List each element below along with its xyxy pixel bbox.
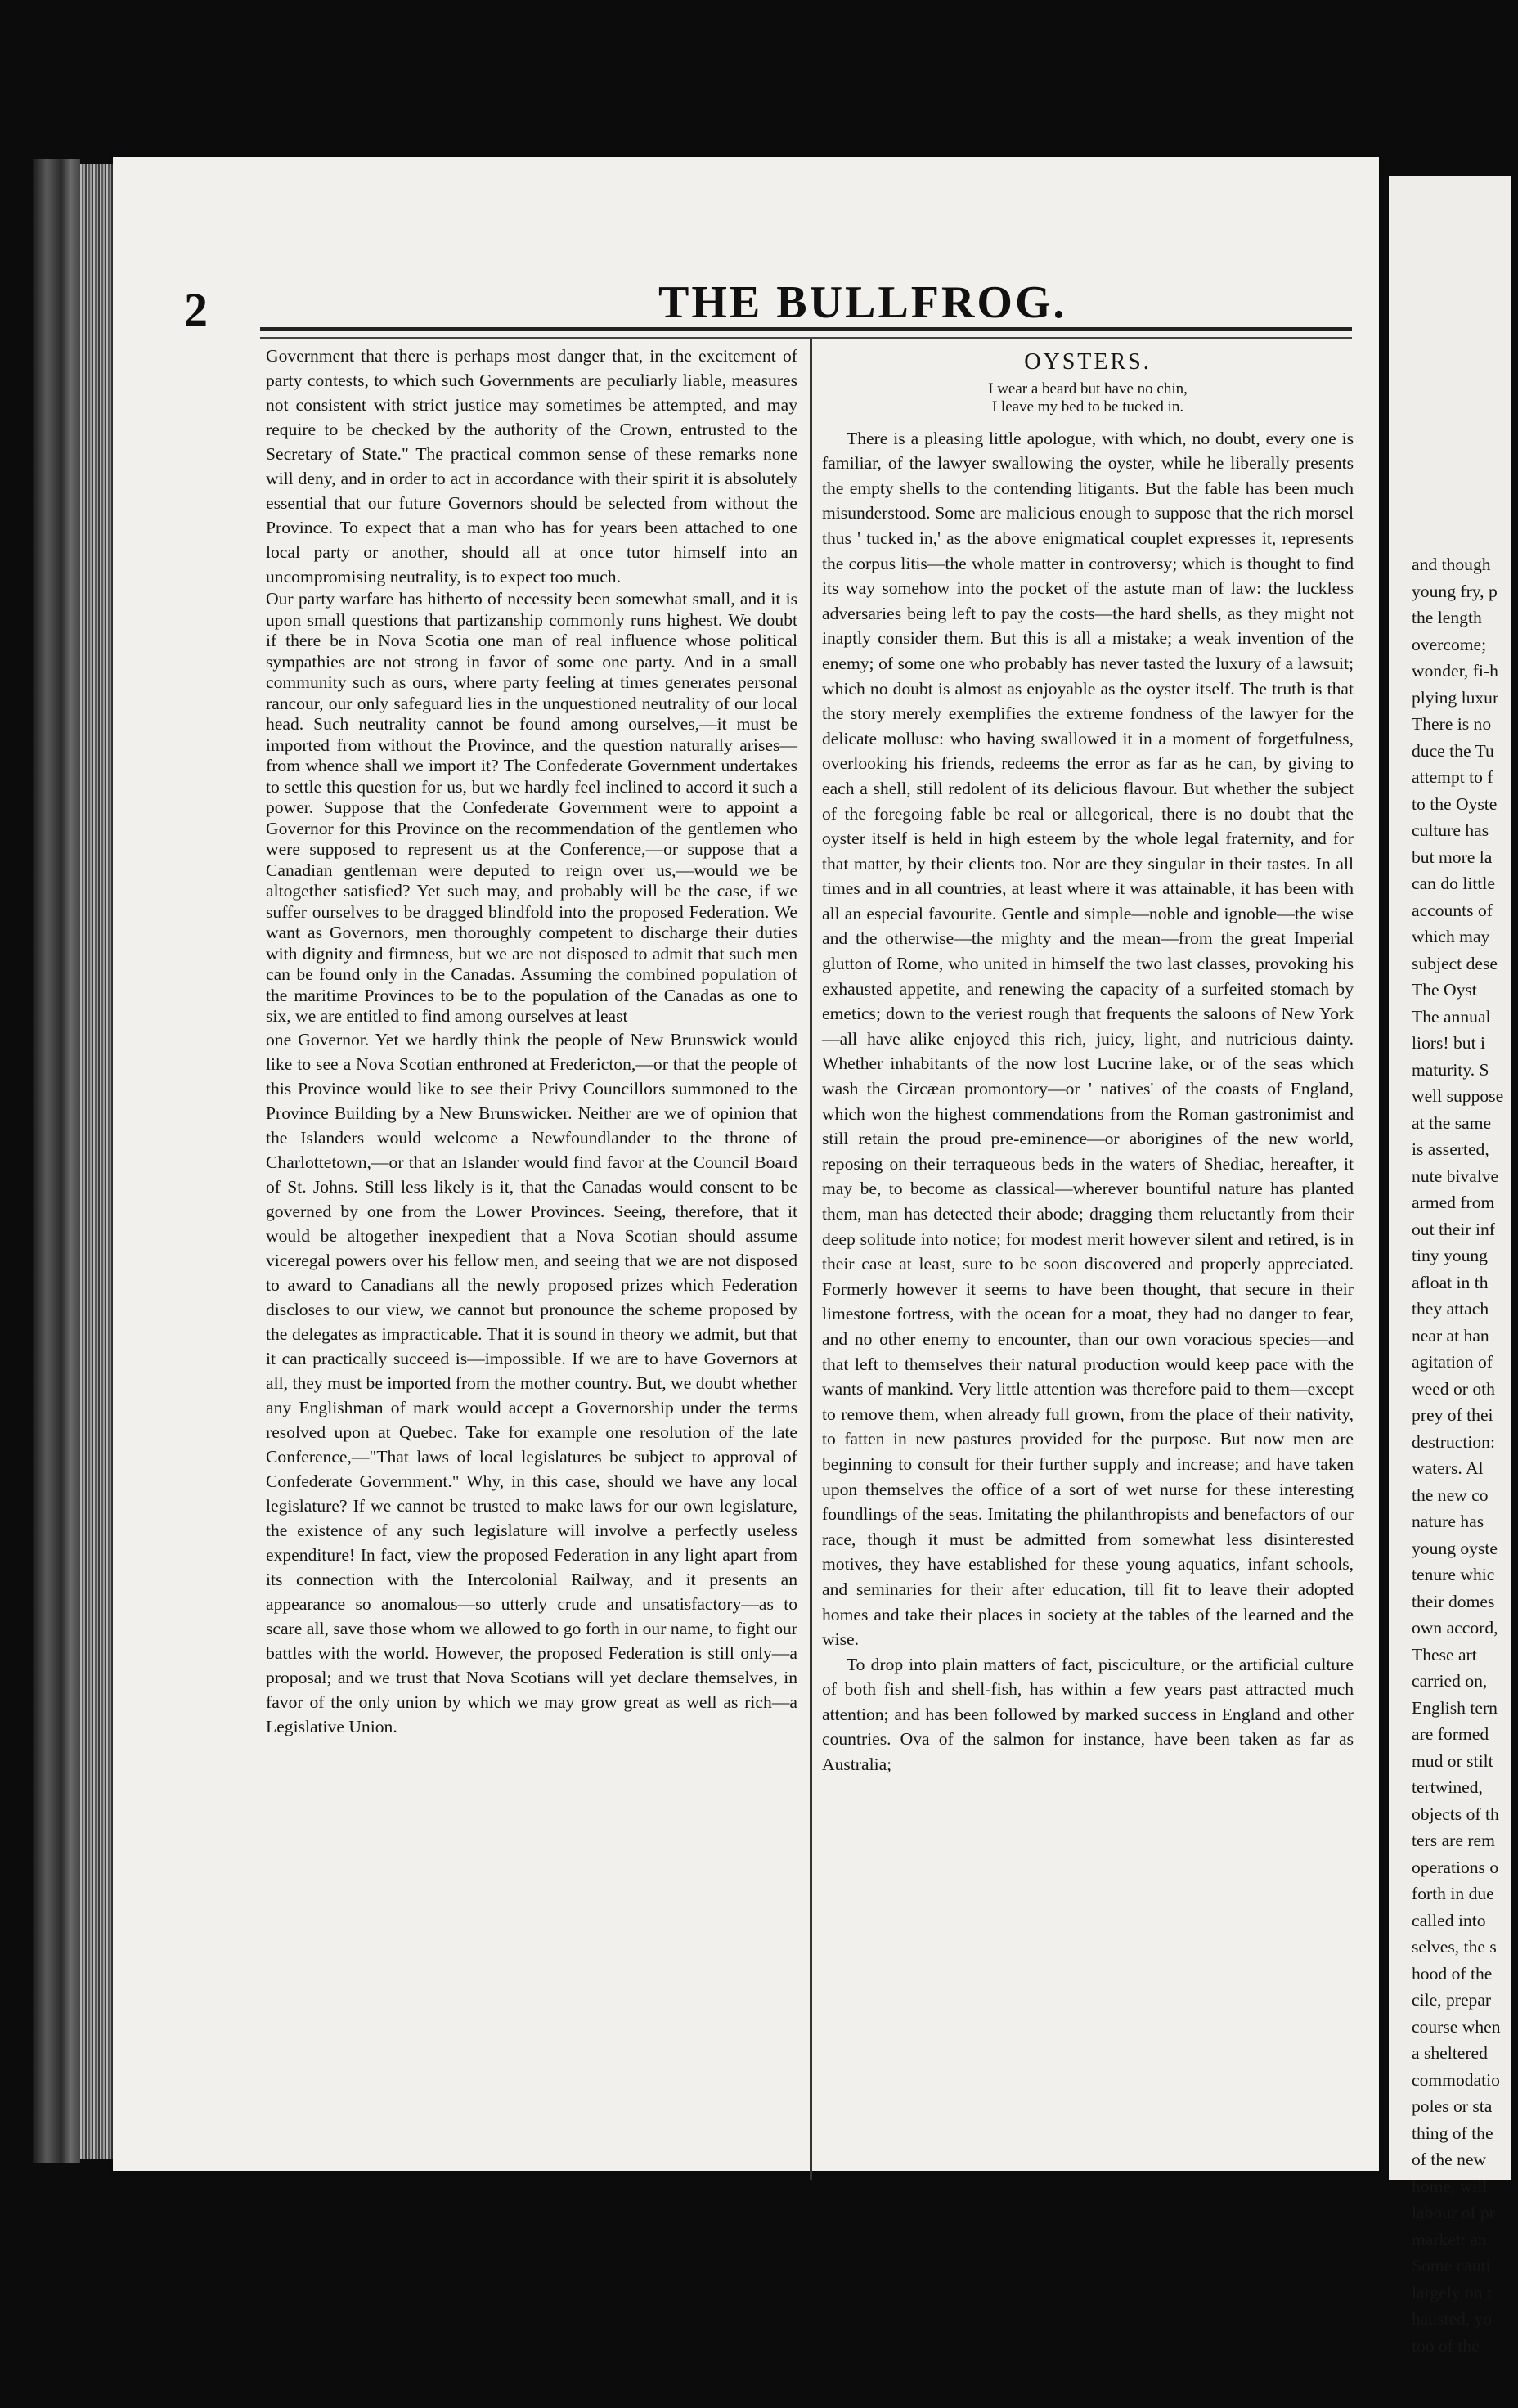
book-spine-edge	[33, 159, 80, 2163]
adjacent-line: the length	[1412, 608, 1482, 627]
right-column	[822, 344, 1354, 1777]
adjacent-line: to the Oyste	[1412, 793, 1498, 814]
adjacent-line: tenure whic	[1412, 1565, 1495, 1584]
adjacent-line: own accord,	[1412, 1618, 1498, 1638]
adjacent-line: weed or oth	[1412, 1378, 1495, 1399]
adjacent-line: thing of the	[1412, 2123, 1493, 2143]
adjacent-line: overcome;	[1412, 634, 1487, 654]
adjacent-line: hausted, yo	[1412, 2309, 1493, 2329]
adjacent-line: ters are rem	[1412, 1831, 1495, 1850]
federation-text-part3: one Governor. Yet we hardly think the people of New Brunswick would like to see a Nova Scotian enthroned at Fredericton,—or that the people of this Province would like to see their Privy Councillors summoned to the Province Building by a New Brunswicker. Neither are we of opinion that the Islanders would welcome a Newfoundlander to the throne of Charlottetown,—or that an Islander would find favor at the Council Board of St. Johns. Still less likely is it, that the Canadas would consent to be governed by one from the Lower Provinces. Seeing, therefore, that it would be altogether inexpedient that a Nova Scotian should assume viceregal powers over his fellow men, and seeing that we are not disposed to award to Canadians all the newly proposed prizes which Federation discloses to our view, we cannot but pronounce the scheme proposed by the delegates as impracticable. That it is sound in theory we admit, but that it can practically succeed is—impossible. If we are to have Governors at all, they must be imported from the mother country. But, we doubt whether any Englishman of mark would accept a Governorship under the terms resolved upon at Quebec. Take for example one resolution of the late Conference,—"That laws of local legislatures be subject to approval of Confederate Government." Why, in this case, should we have any local legislature? If we cannot be trusted to make laws for our own legislature, the existence of any such legislature will involve a perfectly useless expenditure! In fact, view the proposed Federation in any light apart from its connection with the Intercolonial Railway, and it presents an appearance so anomalous—so utterly crude and unsatisfactory—as to scare all, save those whom we allowed to go forth in our name, to fight our battles with the world. However, the proposed Federation is still only—a proposal; and we trust that Nova Scotians will yet declare themselves, in favor of the only union by which we may grow great as well as rich—a Legislative Union.	[266, 1029, 797, 1736]
adjacent-line: armed from	[1412, 1193, 1495, 1212]
adjacent-line: plying luxur	[1412, 687, 1499, 708]
adjacent-line: out their inf	[1412, 1219, 1495, 1239]
adjacent-line: afloat in th	[1412, 1272, 1489, 1292]
adjacent-line: tiny young	[1412, 1246, 1488, 1265]
adjacent-line: operations o	[1412, 1857, 1499, 1877]
federation-text-part1: Government that there is perhaps most danger that, in the excitement of party contests, to which such Governments are peculiarly liable, measures not consistent with strict justice may sometimes be attempted, and may require to be checked by the authority of the Crown, entrusted to the Secretary of State." The practical common sense of these remarks none will deny, and in order to act in accordance with their spirit it is absolutely essential that our future Governors should be selected from without the Province. To expect that a man who has for years been attached to one local party or another, should all at once tutor himself into an uncompromising neutrality, is to expect too much.	[266, 346, 797, 586]
adjacent-line: home, will	[1412, 2176, 1488, 2196]
newspaper-title: THE BULLFROG.	[658, 277, 1067, 328]
adjacent-line: their domes	[1412, 1591, 1495, 1611]
adjacent-line: are formed	[1412, 1724, 1489, 1744]
adjacent-line: market: an	[1412, 2229, 1487, 2249]
adjacent-line: the new co	[1412, 1485, 1489, 1505]
adjacent-line: is asserted,	[1412, 1139, 1489, 1159]
adjacent-line: too of the	[1412, 2335, 1480, 2356]
adjacent-line: accounts of	[1412, 900, 1493, 920]
adjacent-line: English tern	[1412, 1697, 1498, 1718]
adjacent-line: liors! but i	[1412, 1033, 1485, 1053]
adjacent-line: cile, prepar	[1412, 1990, 1492, 2010]
adjacent-line: at the same	[1412, 1112, 1492, 1133]
adjacent-line: These art	[1412, 1644, 1477, 1664]
adjacent-line: wonder, fi-h	[1412, 661, 1498, 681]
adjacent-line: but more la	[1412, 847, 1493, 867]
oysters-paragraph-1: There is a pleasing little apologue, with which, no doubt, every one is familiar, of the lawyer swallowing the oyster, while he liberally presents the empty shells to the contending litigants. But the fable has been much misunderstood. Some are malicious enough to suppose that the rich morsel thus ' tucked in,' as the above enigmatical couplet expresses it, represents the corpus litis—the whole matter in controversy; which is thought to find its way somehow into the pocket of the astute man of law: the luckless adversaries being left to pay the costs—the hard shells, as they might not inaptly consider them. But this is all a mistake; a weak invention of the enemy; of some one who probably has never tasted the luxury of a lawsuit; which no doubt is almost as enjoyable as the oyster itself. The truth is that the story merely exemplifies the extreme fondness of the lawyer for the delicate mollusc: who having swallowed it in a moment of forgetfulness, overlooking his friends, redeems the error as far as he can, by giving to each a shell, still redolent of its delicious flavour. But whether the subject of the foregoing fable be real or allegorical, there is no doubt that the oyster itself is held in high esteem by the whole legal fraternity, and for that matter, by their clients too. Nor are they singular in their tastes. In all times and in all countries, at least where it was attainable, it has been with all an especial favourite. Gentle and simple—noble and ignoble—the wise and the otherwise—the mighty and the mean—from the great Imperial glutton of Rome, who united in himself the two last classes, provoking his exhausted appetite, and renewing the capacity of a surfeited stomach by emetics; down to the veriest rough that frequents the saloons of New York—all have alike enjoyed this rich, juicy, light, and nutricious dainty. Whether inhabitants of the now lost Lucrine lake, or of the seas which wash the Circæan promontory—or ' natives' of the coasts of England, which won the highest commendations from the Roman gastronimist and still retain the proud pre-eminence—or aborigines of the new world, reposing on their terraqueous beds in the waters of Shediac, hereafter, it may be, to become as classical—wherever bountiful nature has planted them, man has detected their abode; dragging them reluctantly from their deep solitude into notice; for modest merit however silent and retired, is in their case at least, sure to be soon discovered and properly appreciated. Formerly however it seems to have been thought, that secure in their limestone fortress, with the ocean for a moat, they had no danger to fear, and no other enemy to encounter, than our own voracious species—and that left to themselves their natural production would keep pace with the wants of mankind. Very little attention was therefore paid to them—except to remove them, when already full grown, from the place of their nativity, to fatten in new pastures provided for the purpose. But now men are beginning to consult for their further supply and increase; and have taken upon themselves the office of a sort of wet nurse for these interesting foundlings of the seas. Imitating the philanthropists and benefactors of our race, though it must be admitted from somewhat less disinterested motives, they have established for these young aquatics, infant schools, and seminaries for their after education, till fit to leave their adopted homes and take their places in society at the tables of the learned and the wise.	[822, 428, 1354, 1650]
adjacent-line: commodatio	[1412, 2069, 1500, 2090]
adjacent-line: attempt to f	[1412, 767, 1493, 787]
motto-line-2: I leave my bed to be tucked in.	[991, 398, 1184, 416]
header-rule-thin	[260, 337, 1352, 339]
adjacent-line: near at han	[1412, 1325, 1489, 1346]
adjacent-line: labour of pr	[1412, 2203, 1495, 2222]
adjacent-line: called into	[1412, 1910, 1486, 1930]
adjacent-line: prey of thei	[1412, 1405, 1493, 1425]
motto-line-1: I wear a beard but have no chin,	[988, 380, 1188, 398]
adjacent-line: duce the Tu	[1412, 740, 1494, 761]
adjacent-line: can do little	[1412, 874, 1495, 893]
column-divider	[810, 339, 812, 2180]
oysters-paragraph-2: To drop into plain matters of fact, pisciculture, or the artificial culture of both fish and shell-fish, has within a few years past attracted much attention; and has been followed by marked success in England and other countries. Ova of the salmon for instance, have been taken as far as Australia;	[822, 1654, 1354, 1775]
adjacent-page-text	[1412, 552, 1518, 2360]
adjacent-line: nature has	[1412, 1512, 1484, 1531]
article-motto	[822, 380, 1354, 416]
adjacent-line: carried on,	[1412, 1671, 1488, 1691]
adjacent-line: and though	[1412, 555, 1491, 574]
adjacent-line: agitation of	[1412, 1352, 1493, 1372]
adjacent-line: they attach	[1412, 1299, 1489, 1319]
adjacent-line: hood of the	[1412, 1963, 1493, 1983]
adjacent-line: subject dese	[1412, 953, 1498, 973]
federation-text-part2: Our party warfare has hitherto of necessity been somewhat small, and it is upon small questions that partizanship commonly runs highest. We doubt if there be in Nova Scotia one man of real influence whose political sympathies are not strong in favor of some one party. And in a small community such as ours, where party feeling at times generates personal rancour, our only safeguard lies in the unquestioned neutrality of our local head. Such neutrality cannot be found among ourselves,—it must be imported from without the Province, and the question naturally arises—from whence shall we import it? The Confederate Government undertakes to settle this question for us, but we hardly feel inclined to accord it such a power. Suppose that the Confederate Government were to appoint a Governor for this Province on the recommendation of the gentlemen who were supposed to represent us at the Conference,—or suppose that a Canadian gentleman were deputed to reign over us,—would we be altogether satisfied? Yet such may, and probably will be the case, if we suffer ourselves to be dragged blindfold into the proposed Federation. We want as Governors, men thoroughly competent to discharge their duties with dignity and firmness, but we are not disposed to admit that such men can be found only in the Canadas. Assuming the combined population of the maritime Provinces to be to the population of the Canadas as one to six, we are entitled to find among ourselves at least	[266, 589, 797, 1026]
adjacent-page	[1389, 176, 1511, 2356]
adjacent-line: mud or stilt	[1412, 1750, 1493, 1771]
adjacent-line: nute bivalve	[1412, 1166, 1499, 1186]
adjacent-line: destruction:	[1412, 1431, 1495, 1452]
adjacent-line: selves, the s	[1412, 1937, 1497, 1956]
adjacent-line: young fry, p	[1412, 581, 1498, 601]
adjacent-line: The Oyst	[1412, 980, 1477, 1000]
adjacent-line: forth in due	[1412, 1884, 1494, 1903]
adjacent-line: well suppose	[1412, 1086, 1504, 1106]
adjacent-line: of the new	[1412, 2150, 1487, 2169]
adjacent-line: objects of th	[1412, 1804, 1499, 1824]
adjacent-line: waters. Al	[1412, 1458, 1484, 1478]
adjacent-line: poles or sta	[1412, 2096, 1493, 2116]
left-column	[266, 344, 797, 1739]
adjacent-line: Some cauti	[1412, 2256, 1491, 2275]
adjacent-line: There is no	[1412, 714, 1492, 734]
adjacent-line: culture has	[1412, 820, 1489, 840]
adjacent-line: The annual	[1412, 1006, 1491, 1027]
adjacent-line: course when	[1412, 2016, 1501, 2037]
adjacent-line: tertwined,	[1412, 1777, 1483, 1797]
article-title: OYSTERS.	[1024, 349, 1152, 375]
page-stack-edges	[80, 164, 113, 2159]
page-number: 2	[184, 283, 208, 336]
adjacent-line: maturity. S	[1412, 1059, 1489, 1080]
adjacent-line: which may	[1412, 927, 1490, 946]
adjacent-line: a sheltered	[1412, 2043, 1488, 2063]
header-rule	[260, 327, 1352, 331]
adjacent-line: largely on t	[1412, 2282, 1492, 2302]
adjacent-line: young oyste	[1412, 1538, 1498, 1558]
